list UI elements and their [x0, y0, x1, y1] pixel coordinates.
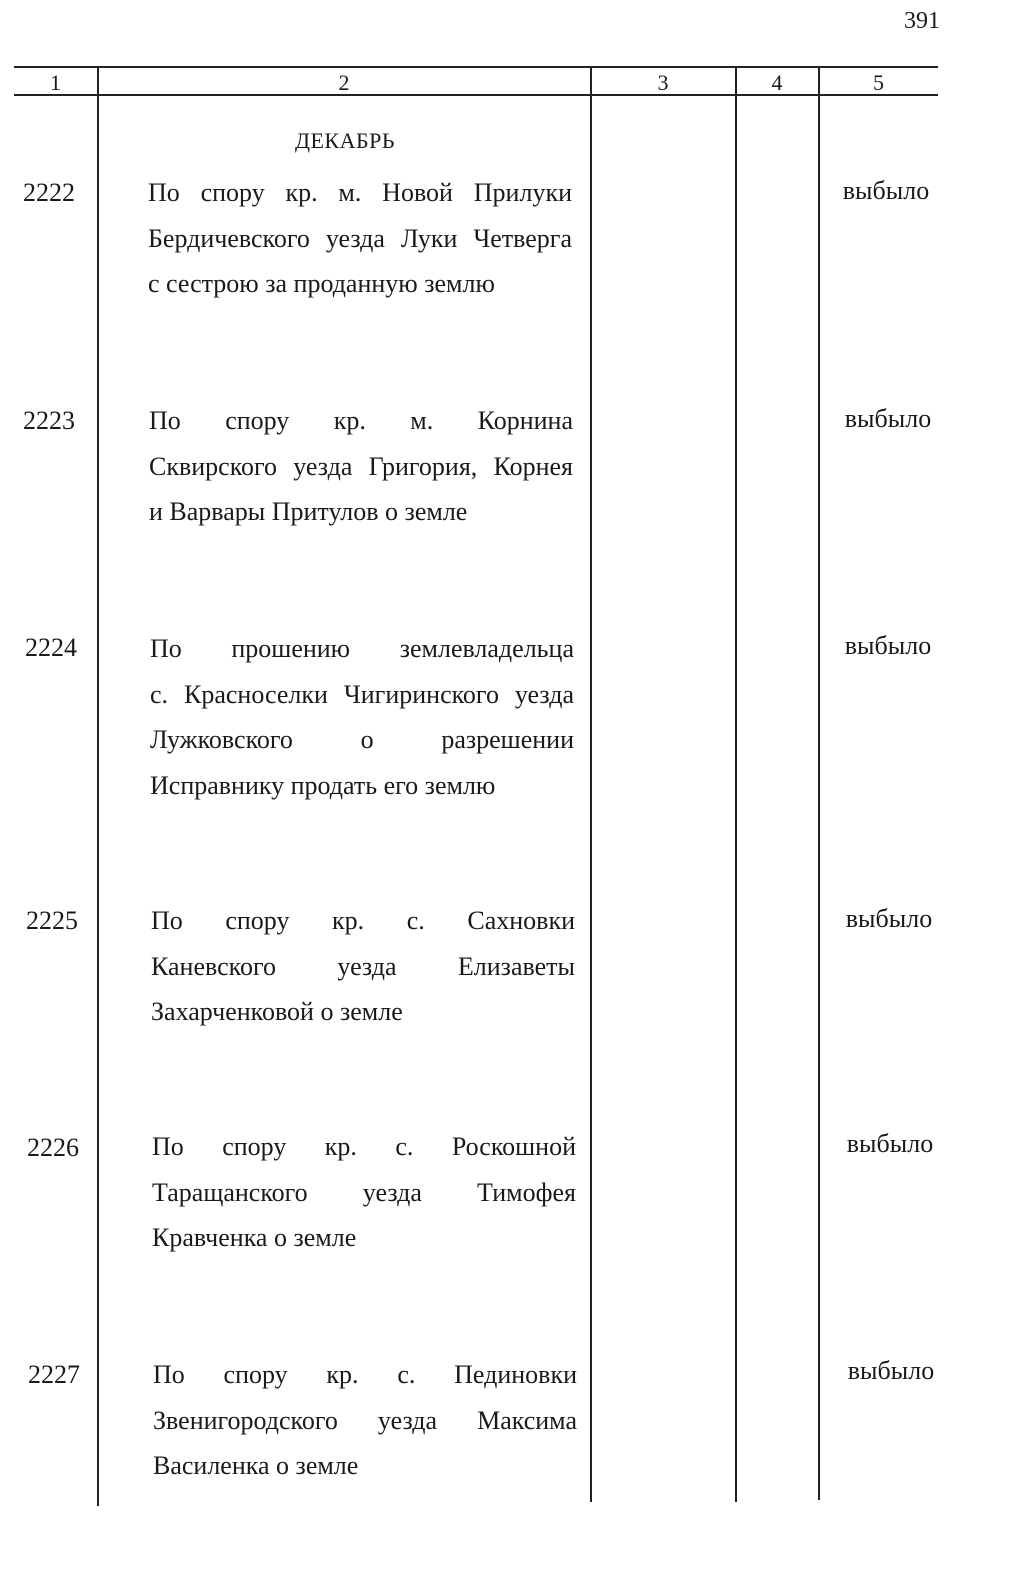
column-header-2: 2 — [338, 70, 350, 95]
column-divider-2 — [590, 66, 592, 1502]
record-line: Бердичевского уезда Луки Четверга — [148, 223, 572, 253]
record-line: По спору кр. м. Корнина — [149, 406, 573, 435]
record-line: По спору кр. с. Роскошной — [152, 1132, 576, 1161]
record-line: с сестрою за проданную землю — [148, 269, 495, 298]
record-line: Лужковского о разрешении — [150, 725, 574, 754]
record-description — [149, 398, 573, 535]
record-line: Сквирского уезда Григория, Корнея — [149, 451, 573, 481]
record-line: Каневского уезда Елизаветы — [151, 951, 575, 981]
record-line: По спору кр. м. Новой Прилуки — [148, 178, 572, 207]
record-line: с. Красноселки Чигиринского уезда — [150, 679, 574, 709]
record-line: Исправнику продать его землю — [150, 770, 496, 800]
record-description — [153, 1352, 577, 1489]
record-status: выбыло — [842, 176, 930, 205]
column-divider-4 — [818, 66, 820, 1500]
record-status: выбыло — [845, 904, 933, 933]
record-line: Захарченковой о земле — [151, 997, 403, 1026]
record-status: выбыло — [846, 1129, 934, 1158]
record-status: выбыло — [844, 404, 932, 433]
record-line: По спору кр. с. Сахновки — [151, 906, 575, 935]
table-top-rule — [14, 66, 938, 68]
record-line: По прошению землевладельца — [150, 634, 574, 663]
record-line: Кравченка о земле — [152, 1223, 357, 1252]
record-line: Василенка о земле — [153, 1451, 359, 1480]
record-line: Таращанского уезда Тимофея — [152, 1177, 576, 1207]
record-number: 2226 — [27, 1133, 79, 1162]
record-number: 2227 — [28, 1360, 80, 1389]
page-number: 391 — [904, 8, 940, 34]
record-number: 2225 — [26, 906, 78, 935]
column-divider-1 — [97, 66, 99, 1506]
record-number: 2222 — [23, 178, 75, 207]
column-header-1: 1 — [50, 70, 61, 95]
record-status: выбыло — [847, 1356, 935, 1385]
record-line: По спору кр. с. Пединовки — [153, 1360, 577, 1389]
column-divider-3 — [735, 66, 737, 1502]
record-description — [150, 626, 574, 808]
record-description — [151, 898, 575, 1035]
record-description — [148, 170, 572, 307]
record-status: выбыло — [844, 631, 932, 660]
record-description — [152, 1124, 576, 1261]
column-header-4: 4 — [771, 70, 783, 95]
column-header-5: 5 — [873, 70, 884, 95]
month-heading: ДЕКАБРЬ — [294, 128, 395, 153]
record-line: и Варвары Притулов о земле — [149, 497, 468, 526]
record-number: 2224 — [25, 633, 77, 662]
record-line: Звенигородского уезда Максима — [153, 1405, 577, 1435]
record-number: 2223 — [23, 406, 75, 435]
column-header-3: 3 — [657, 70, 669, 95]
